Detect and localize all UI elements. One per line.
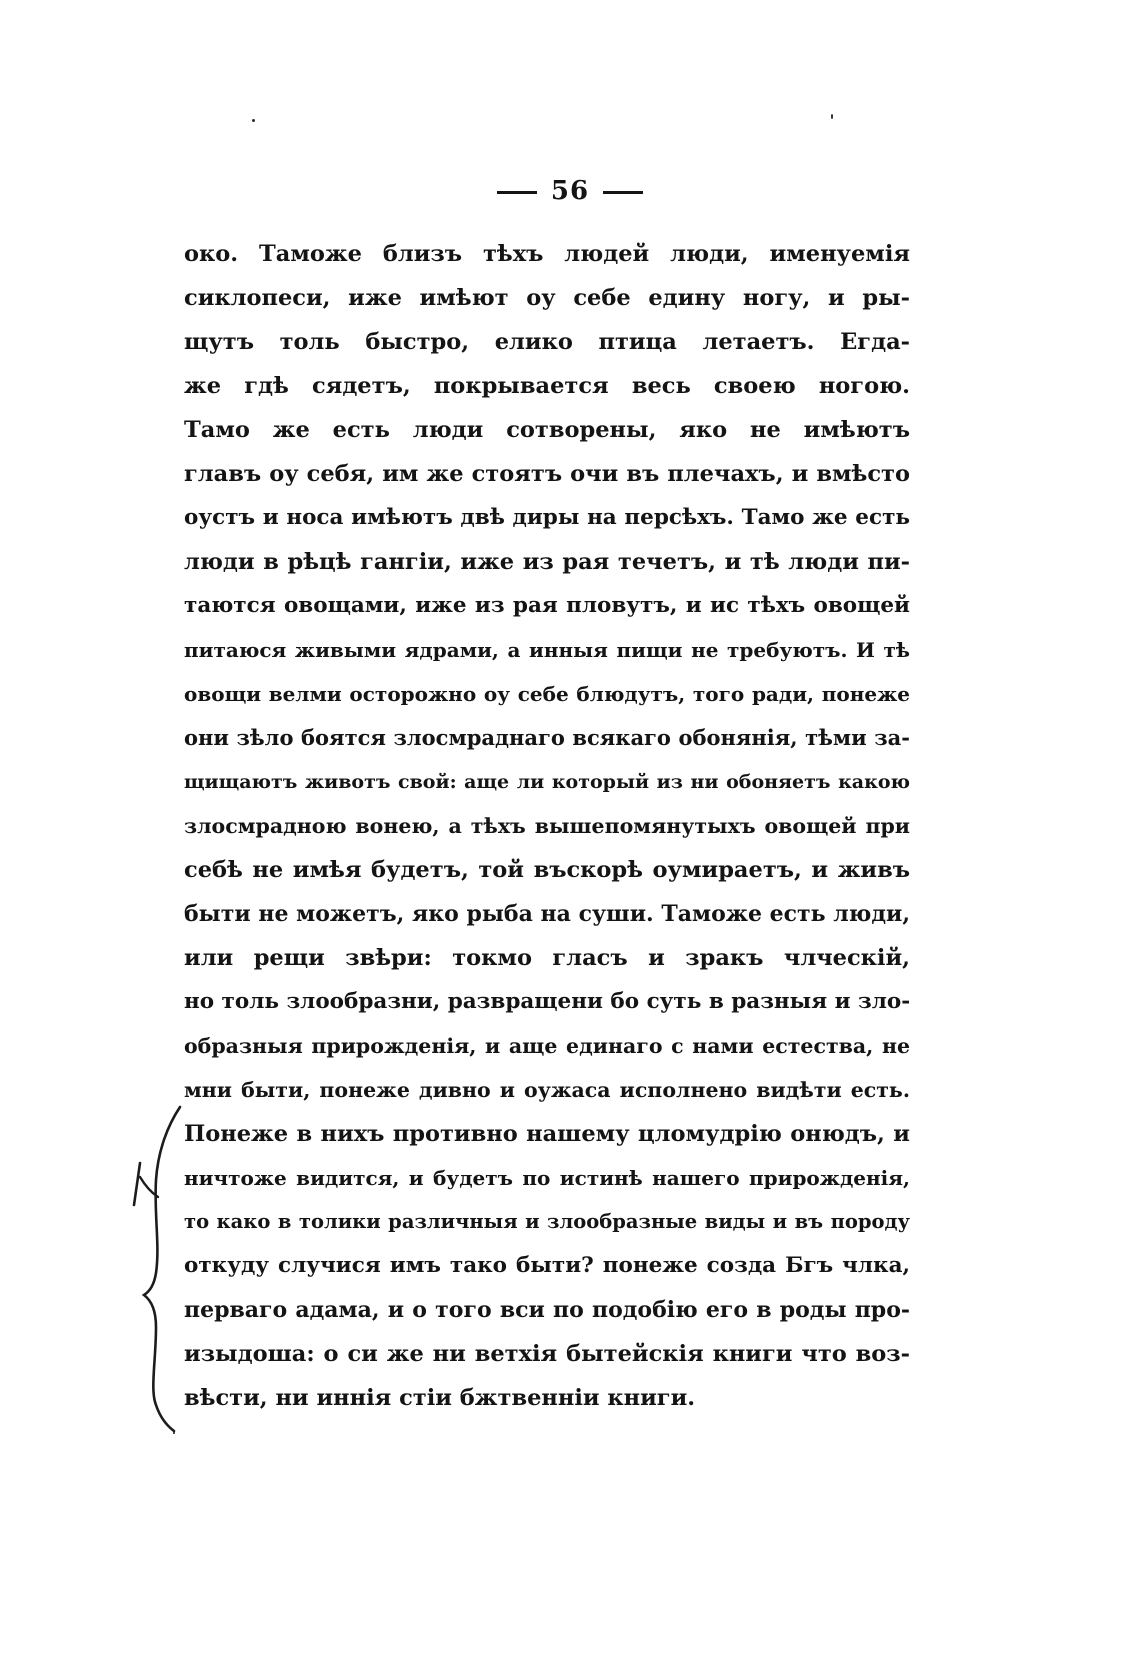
text-line: себѣ не имѣя будетъ, той въскорѣ оумираетъ, и живъ xyxy=(184,857,910,883)
text-line: они зѣло боятся злосмраднаго всякаго обонянія, тѣми за- xyxy=(184,725,910,750)
text-line: мни быти, понеже дивно и оужаса исполнено видѣти есть. xyxy=(184,1078,910,1102)
text-line: овощи велми осторожно оу себе блюдутъ, того ради, понеже xyxy=(184,682,910,706)
text-line: Тамо же есть люди сотворены, яко не имѣютъ xyxy=(184,417,910,443)
text-line: око. Таможе близъ тѣхъ людей люди, именуемія xyxy=(184,241,910,267)
text-line: но толь злообразни, развращени бо суть в разныя и зло- xyxy=(184,989,910,1014)
text-line: Понеже в нихъ противно нашему цломудрію онюдъ, и xyxy=(184,1121,910,1147)
text-line: сиклопеси, иже имѣют оу себе едину ногу, и ры- xyxy=(184,285,910,311)
text-line: питаюся живыми ядрами, а инныя пищи не требуютъ. И тѣ xyxy=(184,638,910,662)
text-line: злосмрадною вонею, а тѣхъ вышепомянутыхъ овощей при xyxy=(184,814,910,838)
page-number-value: 56 xyxy=(550,176,590,206)
text-line: щутъ толь быстро, елико птица летаетъ. Егда- xyxy=(184,329,910,355)
text-line: щищаютъ животъ свой: аще ли который из ни обоняетъ какою xyxy=(184,771,910,793)
body-text xyxy=(184,232,910,1420)
text-line: же гдѣ сядетъ, покрывается весь своею ногою. xyxy=(184,373,910,399)
print-speck xyxy=(252,119,255,122)
text-line: люди в рѣцѣ гангіи, иже из рая течетъ, и тѣ люди пи- xyxy=(184,549,910,575)
text-line: образныя прирожденія, и аще единаго с нами естества, не xyxy=(184,1034,910,1058)
text-line: таются овощами, иже из рая пловутъ, и ис тѣхъ овощей xyxy=(184,593,910,618)
handwritten-margin-bracket-icon xyxy=(110,1105,210,1435)
page-number-dash-right xyxy=(603,191,643,194)
text-line: вѣсти, ни иннія стіи бжтвенніи книги. xyxy=(184,1385,696,1411)
text-line: оустъ и носа имѣютъ двѣ диры на персѣхъ. Тамо же есть xyxy=(184,505,910,530)
text-line: откуду случися имъ тако быти? понеже созда Бгъ члка, xyxy=(184,1253,910,1278)
page-number-dash-left xyxy=(497,191,537,194)
text-line: то како в толики различныя и злообразные виды и въ породу xyxy=(184,1210,910,1233)
text-line: перваго адама, и о того вси по подобію его в роды про- xyxy=(184,1297,910,1323)
text-line: изыдоша: о си же ни ветхія бытейскія книги что воз- xyxy=(184,1341,910,1367)
print-speck xyxy=(831,114,833,119)
text-line: быти не можетъ, яко рыба на суши. Таможе есть люди, xyxy=(184,901,910,927)
page-number xyxy=(0,176,1140,206)
text-line: ничтоже видится, и будетъ по истинѣ нашего прирожденія, xyxy=(184,1166,910,1190)
text-line: главъ оу себя, им же стоятъ очи въ плечахъ, и вмѣсто xyxy=(184,461,910,487)
text-line: или рещи звѣри: токмо гласъ и зракъ члческій, xyxy=(184,945,910,971)
